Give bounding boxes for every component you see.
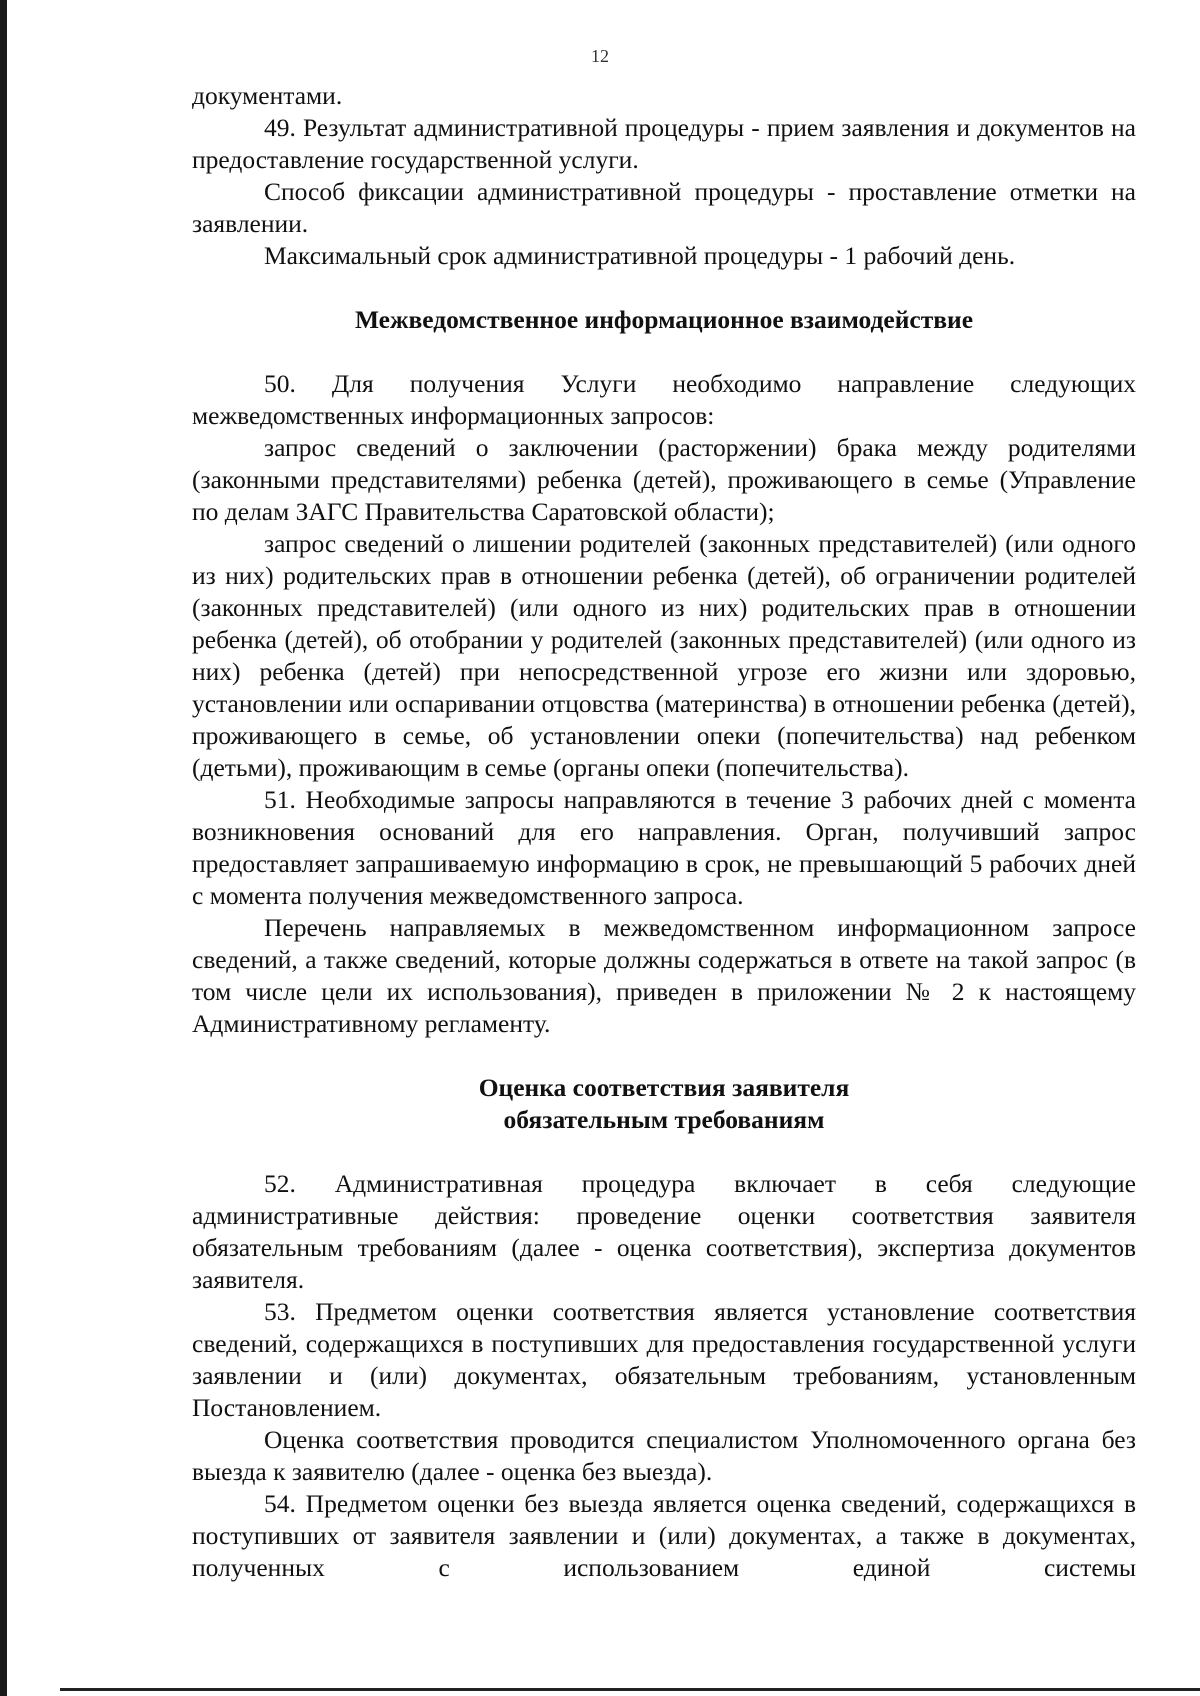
heading-line-2: обязательным требованиям (503, 1105, 825, 1134)
paragraph-52: 52. Административная процедура включает в себя следующие административные действия: проведение оценки соответствия заявителя обязательным требованиям (далее - оценка соответствия), экспертиза документов заявителя. (192, 1169, 1136, 1294)
document-body (192, 80, 1136, 1584)
section-heading-interagency (192, 304, 1136, 336)
heading-line-1: Оценка соответствия заявителя (478, 1073, 850, 1102)
scan-left-edge (0, 0, 7, 1696)
paragraph-continuation: документами. (192, 81, 343, 110)
scan-bottom-line (60, 1688, 1200, 1691)
paragraph-49-deadline: Максимальный срок административной процедуры - 1 рабочий день. (264, 241, 1016, 270)
paragraph-53: 53. Предметом оценки соответствия является установление соответствия сведений, содержащихся в поступивших для предоставления государственной услуги заявлении и (или) документах, обязательным требованиям, установленным Постановлением. (192, 1297, 1136, 1422)
paragraph-53-specialist: Оценка соответствия проводится специалистом Уполномоченного органа без выезда к заявителю (далее - оценка без выезда). (192, 1425, 1136, 1486)
paragraph-49: 49. Результат административной процедуры - прием заявления и документов на предоставление государственной услуги. (192, 113, 1136, 174)
page-number: 12 (591, 46, 609, 66)
paragraph-54: 54. Предметом оценки без выезда является оценка сведений, содержащихся в поступивших от заявителя заявлении и (или) документах, а также в документах, полученных с использованием единой системы (192, 1489, 1136, 1582)
heading-line: Межведомственное информационное взаимодействие (354, 305, 974, 334)
paragraph-50-request-marriage: запрос сведений о заключении (расторжении) брака между родителями (законными представителями) ребенка (детей), проживающего в семье (Управление по делам ЗАГС Правительства Саратовской области); (192, 433, 1136, 526)
paragraph-51-list: Перечень направляемых в межведомственном информационном запросе сведений, а также сведений, которые должны содержаться в ответе на такой запрос (в том числе цели их использования), приведен в приложении № 2 к настоящему Административному регламенту. (192, 913, 1136, 1038)
paragraph-50: 50. Для получения Услуги необходимо направление следующих межведомственных информационных запросов: (192, 369, 1136, 430)
section-heading-compliance (192, 1072, 1136, 1136)
paragraph-49-method: Способ фиксации административной процедуры - проставление отметки на заявлении. (192, 177, 1136, 238)
paragraph-51: 51. Необходимые запросы направляются в течение 3 рабочих дней с момента возникновения оснований для его направления. Орган, получивший запрос предоставляет запрашиваемую информацию в срок, не превышающий 5 рабочих дней с момента получения межведомственного запроса. (192, 785, 1136, 910)
paragraph-50-request-rights: запрос сведений о лишении родителей (законных представителей) (или одного из них) родительских прав в отношении ребенка (детей), об ограничении родителей (законных представителей) (или одного из них) родительских прав в отношении ребенка (детей), об отобрании у родителей (законных представителей) (или одного из них) ребенка (детей) при непосредственной угрозе его жизни или здоровью, установлении или оспаривании отцовства (материнства) в отношении ребенка (детей), проживающего в семье, об установлении опеки (попечительства) над ребенком (детьми), проживающим в семье (органы опеки (попечительства). (192, 529, 1136, 782)
